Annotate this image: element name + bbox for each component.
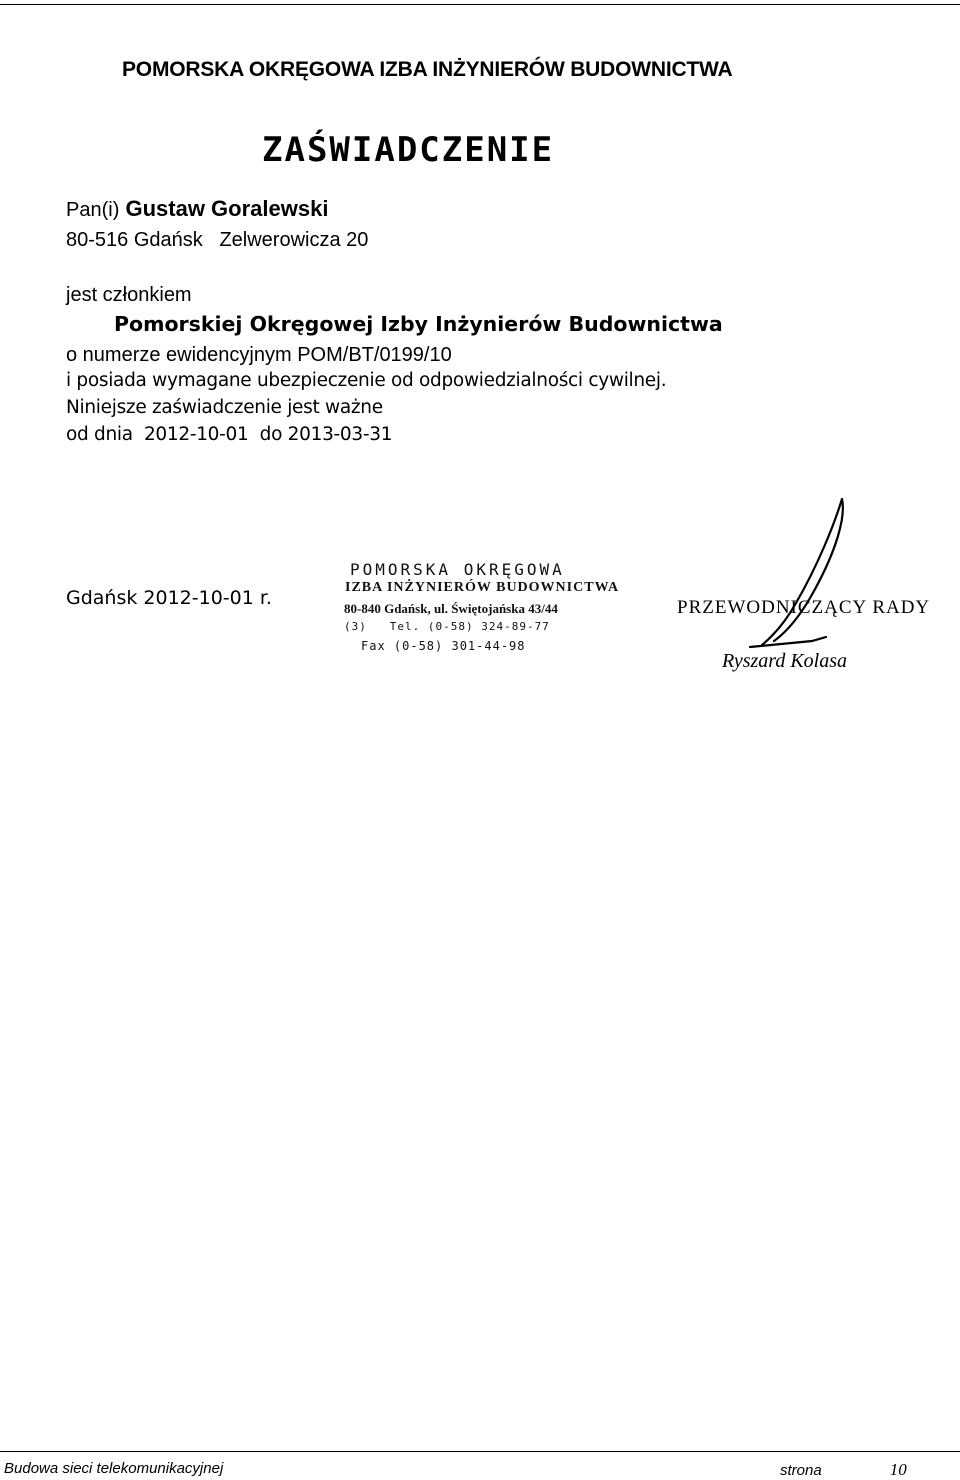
recipient-name: Gustaw Goralewski [125,196,329,221]
validity-dates: od dnia 2012-10-01 do 2013-03-31 [66,424,393,445]
handwritten-signature [730,495,860,660]
recipient-name-line [66,196,328,222]
validity-line: Niniejsze zaświadczenie jest ważne [66,397,383,418]
insurance-line: i posiada wymagane ubezpieczenie od odpowiedzialności cywilnej. [66,370,667,391]
place-date: Gdańsk 2012-10-01 r. [66,587,272,609]
footer-rule [0,1451,960,1452]
chairman-title: PRZEWODNICZĄCY RADY [677,597,931,618]
stamp-line-5: Fax (0-58) 301-44-98 [361,639,526,653]
document-title: ZAŚWIADCZENIE [262,130,555,170]
recipient-address [66,229,368,252]
organization-header: POMORSKA OKRĘGOWA IZBA INŻYNIERÓW BUDOWNICTWA [122,58,733,81]
recipient-salutation: Pan(i) [66,199,120,221]
footer-page [780,1460,907,1480]
stamp-line-2: IZBA INŻYNIERÓW BUDOWNICTWA [345,580,620,595]
footer-page-number: 10 [889,1460,907,1479]
member-line: jest członkiem [66,284,192,306]
recipient-postal-city: 80-516 Gdańsk [66,229,203,251]
registry-line: o numerze ewidencyjnym POM/BT/0199/10 [66,344,452,366]
footer-document-name: Budowa sieci telekomunikacyjnej [4,1460,224,1477]
recipient-street: Zelwerowicza 20 [219,229,369,251]
stamp-line-1: POMORSKA OKRĘGOWA [350,560,565,579]
footer-page-label: strona [780,1462,822,1479]
stamp-line-3: 80-840 Gdańsk, ul. Świętojańska 43/44 [344,601,558,616]
stamp-line-4: (3) Tel. (0-58) 324-89-77 [344,620,550,633]
chamber-name: Pomorskiej Okręgowej Izby Inżynierów Budownictwa [114,312,723,336]
signer-name: Ryszard Kolasa [722,650,848,672]
top-rule [0,4,960,5]
